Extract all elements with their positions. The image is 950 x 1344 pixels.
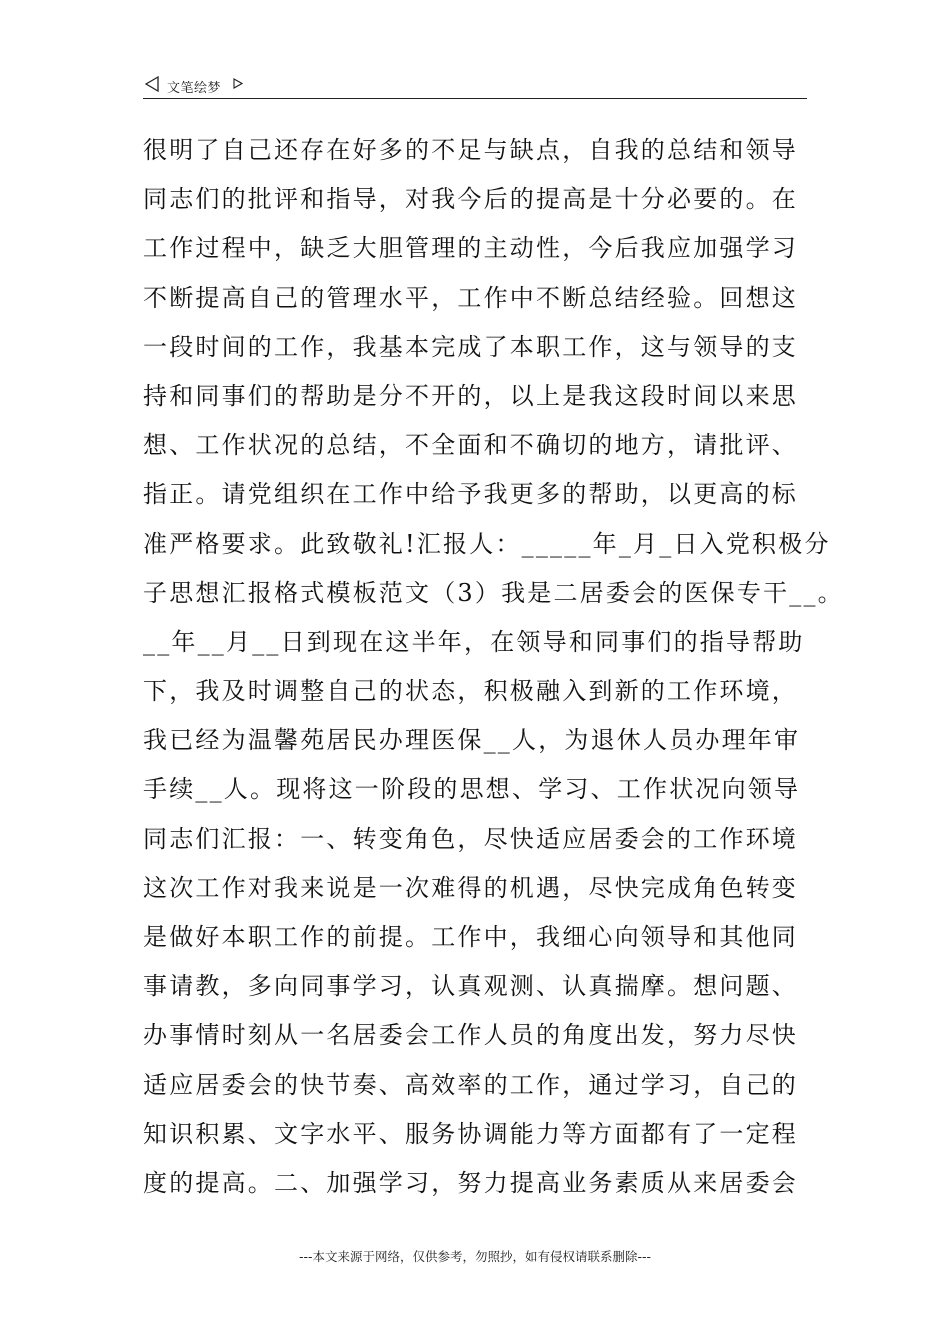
footer-disclaimer: ---本文来源于网络，仅供参考，勿照抄，如有侵权请联系删除---: [298, 1249, 652, 1264]
body-line: 事请教，多向同事学习，认真观测、认真揣摩。想问题、: [143, 972, 798, 1001]
body-line: 我已经为温馨苑居民办理医保__人，为退休人员办理年审: [143, 726, 801, 755]
triangle-left-icon: [145, 76, 159, 92]
body-line: 持和同事们的帮助是分不开的，以上是我这段时间以来思: [143, 381, 798, 410]
body-line: 度的提高。二、加强学习，努力提高业务素质从来居委会: [143, 1168, 798, 1197]
body-line: 是做好本职工作的前提。工作中，我细心向领导和其他同: [143, 923, 798, 951]
body-line: 想、工作状况的总结，不全面和不确切的地方，请批评、: [143, 431, 798, 460]
body-line: __年__月__日到现在这半年，在领导和同事们的指导帮助: [143, 627, 805, 656]
body-line: 适应居委会的快节奏、高效率的工作，通过学习，自己的: [143, 1070, 798, 1099]
body-line: 很明了自己还存在好多的不足与缺点，自我的总结和领导: [143, 136, 798, 164]
body-line: 同志们汇报：一、转变角色，尽快适应居委会的工作环境: [143, 824, 798, 853]
body-line: 工作过程中，缺乏大胆管理的主动性，今后我应加强学习: [143, 234, 798, 263]
header-brand: 文笔绘梦: [167, 81, 222, 96]
body-line: 知识积累、文字水平、服务协调能力等方面都有了一定程: [143, 1119, 798, 1148]
body-line: 办事情时刻从一名居委会工作人员的角度出发，努力尽快: [143, 1021, 798, 1050]
body-line: 一段时间的工作，我基本完成了本职工作，这与领导的支: [143, 332, 798, 361]
body-line: 这次工作对我来说是一次难得的机遇，尽快完成角色转变: [143, 873, 798, 902]
body-line: 准严格要求。此致敬礼!汇报人：_____年_月_日入党积极分: [143, 529, 831, 558]
body-line: 下，我及时调整自己的状态，积极融入到新的工作环境，: [143, 677, 798, 706]
body-line: 子思想汇报格式模板范文（3）我是二居委会的医保专干__。: [143, 578, 844, 607]
body-line: 指正。请党组织在工作中给予我更多的帮助，以更高的标: [143, 480, 798, 509]
page-header: [143, 72, 807, 99]
body-line: 手续__人。现将这一阶段的思想、学习、工作状况向领导: [143, 775, 801, 804]
document-body: [143, 126, 844, 1208]
body-line: 同志们的批评和指导，对我今后的提高是十分必要的。在: [143, 185, 798, 214]
body-line: 不断提高自己的管理水平，工作中不断总结经验。回想这: [143, 283, 798, 312]
triangle-right-icon: [233, 78, 243, 89]
